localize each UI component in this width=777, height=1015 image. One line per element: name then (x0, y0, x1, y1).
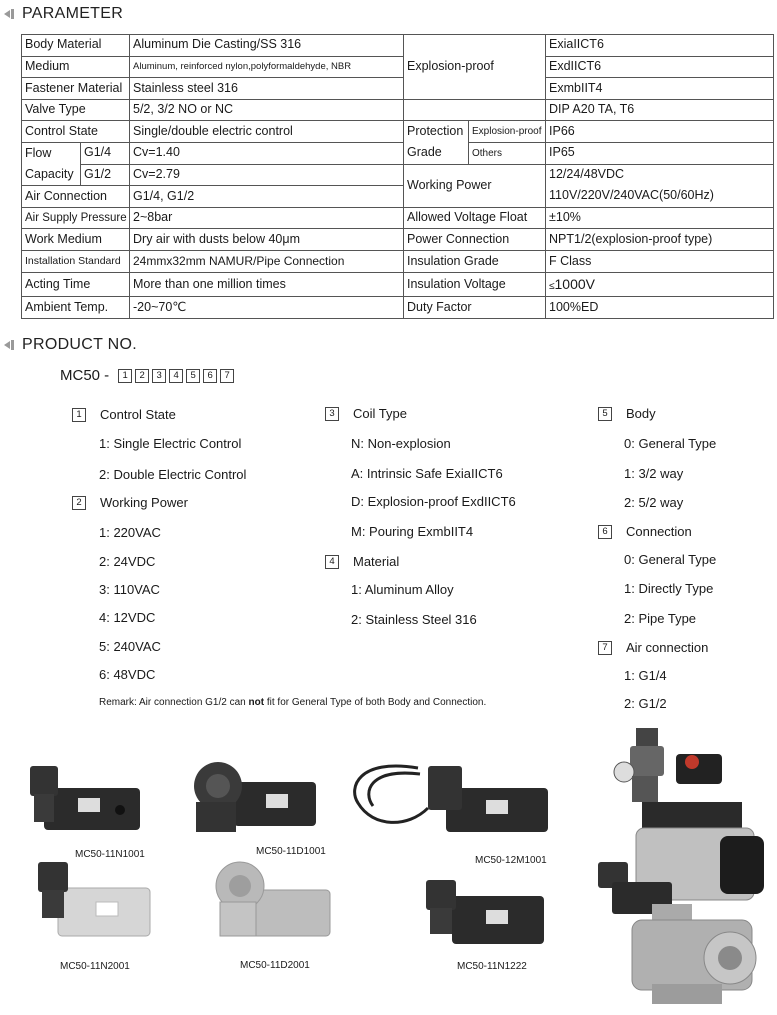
explosion-proof-value-1: ExiaIICT6 (546, 35, 774, 57)
option-item: 4: 12VDC (99, 610, 156, 625)
explosion-proof-value-4: DIP A20 TA, T6 (546, 99, 774, 121)
product-caption: MC50-12M1001 (475, 855, 547, 866)
option-item: 6: 48VDC (99, 667, 156, 682)
option-item: 5: 240VAC (99, 639, 161, 654)
group-title: Air connection (626, 640, 709, 655)
remark-emphasis: not (248, 697, 265, 708)
installation-standard-value: 24mmx32mm NAMUR/Pipe Connection (130, 251, 404, 273)
acting-time-value: More than one million times (130, 272, 404, 297)
option-item: 2: G1/2 (624, 696, 667, 711)
air-supply-pressure-label: Air Supply Pressure (22, 207, 130, 229)
model-box-5: 5 (186, 369, 200, 383)
working-power-value-1: 12/24/48VDC (546, 164, 774, 186)
option-item: D: Explosion-proof ExdIICT6 (351, 494, 516, 509)
protection-explosion-proof-value: IP66 (546, 121, 774, 143)
protection-explosion-proof-label: Explosion-proof (469, 121, 546, 143)
grade-label: Grade (404, 143, 469, 165)
option-item: A: Intrinsic Safe ExiaIICT6 (351, 466, 503, 481)
table-row (22, 251, 774, 273)
flow-label: Flow (22, 143, 81, 165)
group-number: 5 (598, 407, 612, 421)
group-title: Body (626, 406, 656, 421)
remark-text: fit for General Type of both Body and Connection. (264, 697, 487, 708)
air-connection-label: Air Connection (22, 186, 130, 208)
table-row (22, 121, 774, 143)
fastener-material-value: Stainless steel 316 (130, 78, 404, 100)
group-title: Connection (626, 524, 692, 539)
parameter-heading: PARAMETER (4, 5, 123, 23)
group-air-connection-title (598, 640, 708, 655)
acting-time-label: Acting Time (22, 272, 130, 297)
option-item: 1: Aluminum Alloy (351, 582, 454, 597)
control-state-value: Single/double electric control (130, 121, 404, 143)
option-item: 2: Double Electric Control (99, 467, 247, 482)
group-title: Material (353, 554, 400, 569)
group-number: 6 (598, 525, 612, 539)
group-connection-title (598, 524, 692, 539)
option-item: 0: General Type (624, 552, 717, 567)
control-state-label: Control State (22, 121, 130, 143)
installation-standard-label: Installation Standard (22, 251, 130, 273)
flow-g12-value: Cv=2.79 (130, 164, 404, 186)
group-working-power-title (72, 495, 188, 510)
flow-g14-label: G1/4 (81, 143, 130, 165)
actuator-valve-assembly-photo (592, 724, 772, 1009)
power-connection-value: NPT1/2(explosion-proof type) (546, 229, 774, 251)
parameter-table (21, 34, 774, 319)
insulation-grade-label: Insulation Grade (404, 251, 546, 273)
medium-value: Aluminum, reinforced nylon,polyformaldehyde, NBR (130, 56, 404, 78)
table-row (22, 35, 774, 57)
table-row (22, 229, 774, 251)
remark-text: Remark: Air connection G1/2 can (99, 697, 249, 708)
work-medium-value: Dry air with dusts below 40μm (130, 229, 404, 251)
valve-type-label: Valve Type (22, 99, 130, 121)
allowed-voltage-float-label: Allowed Voltage Float (404, 207, 546, 229)
working-power-label: Working Power (404, 164, 546, 207)
group-number: 2 (72, 496, 86, 510)
group-title: Working Power (100, 495, 188, 510)
insulation-voltage-prefix: ≤ (549, 280, 555, 292)
model-code (60, 367, 234, 384)
option-item: 0: General Type (624, 436, 717, 451)
protection-others-label: Others (469, 143, 546, 165)
valve-photo-1 (24, 764, 144, 844)
table-row (22, 272, 774, 297)
model-box-7: 7 (220, 369, 234, 383)
protection-others-value: IP65 (546, 143, 774, 165)
explosion-proof-value-3: ExmbIIT4 (546, 78, 774, 100)
group-number: 4 (325, 555, 339, 569)
group-title: Coil Type (353, 406, 407, 421)
section-arrow-icon (4, 8, 18, 20)
group-number: 1 (72, 408, 86, 422)
model-box-2: 2 (135, 369, 149, 383)
explosion-proof-value-2: ExdIICT6 (546, 56, 774, 78)
flow-g14-value: Cv=1.40 (130, 143, 404, 165)
power-connection-label: Power Connection (404, 229, 546, 251)
work-medium-label: Work Medium (22, 229, 130, 251)
valve-photo-3 (348, 748, 553, 848)
air-connection-value: G1/4, G1/2 (130, 186, 404, 208)
product-caption: MC50-11N2001 (60, 961, 130, 972)
group-material-title (325, 554, 399, 569)
product-caption: MC50-11N1001 (75, 849, 145, 860)
flow-g12-label: G1/2 (81, 164, 130, 186)
group-number: 3 (325, 407, 339, 421)
option-item: M: Pouring ExmbIIT4 (351, 524, 474, 539)
allowed-voltage-float-value: ±10% (546, 207, 774, 229)
duty-factor-value: 100%ED (546, 297, 774, 319)
table-row (22, 186, 774, 208)
protection-label: Protection (404, 121, 469, 143)
valve-photo-6 (424, 876, 549, 956)
option-item: N: Non-explosion (351, 436, 451, 451)
group-coil-type-title (325, 406, 407, 421)
model-box-3: 3 (152, 369, 166, 383)
group-body-title (598, 406, 656, 421)
valve-photo-5 (206, 856, 334, 948)
table-row (22, 78, 774, 100)
option-item: 2: 5/2 way (624, 495, 684, 510)
body-material-label: Body Material (22, 35, 130, 57)
valve-type-value: 5/2, 3/2 NO or NC (130, 99, 404, 121)
option-item: 2: Pipe Type (624, 611, 697, 626)
explosion-proof-spacer (404, 99, 546, 121)
option-item: 3: 110VAC (99, 582, 160, 597)
option-item: 1: G1/4 (624, 668, 667, 683)
product-caption: MC50-11D1001 (256, 846, 326, 857)
group-title: Control State (100, 407, 176, 422)
remark-note (99, 697, 486, 708)
option-item: 1: 3/2 way (624, 466, 684, 481)
model-box-1: 1 (118, 369, 132, 383)
duty-factor-label: Duty Factor (404, 297, 546, 319)
option-item: 1: Directly Type (624, 581, 714, 596)
body-material-value: Aluminum Die Casting/SS 316 (130, 35, 404, 57)
option-item: 2: 24VDC (99, 554, 156, 569)
option-item: 2: Stainless Steel 316 (351, 612, 477, 627)
option-item: 1: Single Electric Control (99, 436, 242, 451)
table-row (22, 164, 774, 186)
table-row (22, 56, 774, 78)
insulation-grade-value: F Class (546, 251, 774, 273)
insulation-voltage-value: 1000V (554, 275, 595, 292)
medium-label: Medium (22, 56, 130, 78)
model-box-6: 6 (203, 369, 217, 383)
ambient-temp-label: Ambient Temp. (22, 297, 130, 319)
product-no-heading: PRODUCT NO. (4, 336, 137, 354)
insulation-voltage-label: Insulation Voltage (404, 272, 546, 297)
ambient-temp-value: -20~70℃ (130, 297, 404, 319)
group-number: 7 (598, 641, 612, 655)
insulation-voltage-cell (546, 272, 774, 297)
working-power-value-2: 110V/220V/240VAC(50/60Hz) (546, 186, 774, 208)
table-row (22, 297, 774, 319)
model-box-4: 4 (169, 369, 183, 383)
valve-photo-4 (34, 858, 154, 946)
capacity-label: Capacity (22, 164, 81, 186)
valve-photo-2 (186, 756, 321, 838)
table-row (22, 207, 774, 229)
table-row (22, 143, 774, 165)
group-control-state-title (72, 407, 176, 422)
option-item: 1: 220VAC (99, 525, 161, 540)
table-row (22, 99, 774, 121)
air-supply-pressure-value: 2~8bar (130, 207, 404, 229)
explosion-proof-label: Explosion-proof (404, 35, 546, 100)
product-caption: MC50-11N1222 (457, 961, 527, 972)
model-prefix: MC50 - (60, 367, 110, 384)
section-arrow-icon (4, 339, 18, 351)
fastener-material-label: Fastener Material (22, 78, 130, 100)
product-caption: MC50-11D2001 (240, 960, 310, 971)
